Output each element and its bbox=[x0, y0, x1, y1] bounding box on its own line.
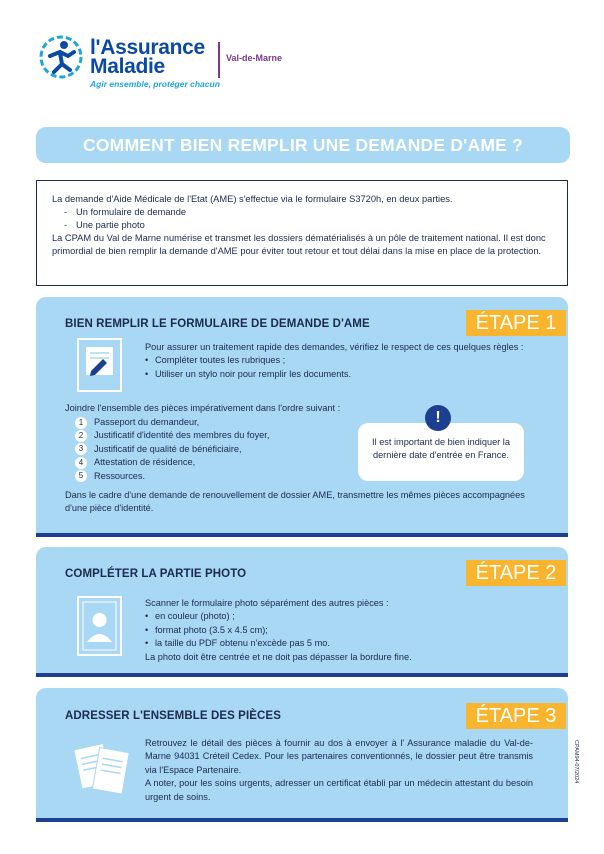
page-title: COMMENT BIEN REMPLIR UNE DEMANDE D'AME ? bbox=[83, 135, 523, 155]
assurance-maladie-logo-icon bbox=[38, 34, 84, 80]
step3-text bbox=[145, 737, 533, 804]
brand-name-line2: Maladie bbox=[90, 55, 165, 78]
intro-paragraph: La CPAM du Val de Marne numérise et transmet les dossiers dématérialisés à un pôle de traitement national. Il est donc primordial de bien remplir la demande d'AME pour éviter tout retour et tout délai dans la mise en place de la protection. bbox=[52, 233, 546, 256]
brand-name-line1: l'Assurance bbox=[90, 36, 205, 59]
intro-bullet: - Un formulaire de demande bbox=[64, 207, 187, 217]
step3-tag: ÉTAPE 3 bbox=[466, 703, 566, 729]
list-item: 5 Ressources. bbox=[75, 470, 355, 483]
list-item: 3 Justificatif de qualité de bénéficiaire, bbox=[75, 443, 355, 456]
brand-slogan: Agir ensemble, protéger chacun bbox=[90, 79, 220, 89]
list-item: 2 Justificatif d'identité des membres du foyer, bbox=[75, 429, 355, 442]
list-item: 4 Attestation de résidence, bbox=[75, 456, 355, 469]
notice-text: Il est important de bien indiquer la dernière date d'entrée en France. bbox=[372, 437, 510, 460]
exclamation-icon: ! bbox=[425, 405, 451, 431]
step1-join: Joindre l'ensemble des pièces impérativement dans l'ordre suivant : bbox=[65, 403, 341, 413]
document-reference-code: CPAM94-07/2024 bbox=[573, 740, 579, 784]
intro-bullet: - Une partie photo bbox=[64, 220, 145, 230]
documents-stack-icon bbox=[74, 738, 132, 800]
photo-requirement: • en couleur (photo) ; bbox=[145, 611, 235, 622]
step1-renewal: Dans le cadre d'une demande de renouvellement de dossier AME, transmettre les mêmes pièces accompagnées d'une pièce d'identité. bbox=[65, 490, 525, 514]
rule-item: • Utiliser un stylo noir pour remplir les documents. bbox=[145, 368, 352, 379]
step1-title: BIEN REMPLIR LE FORMULAIRE DE DEMANDE D'AME bbox=[65, 318, 370, 330]
photo-requirement: • format photo (3.5 x 4.5 cm); bbox=[145, 624, 268, 635]
photo-requirement: • la taille du PDF obtenu n'excède pas 5 mo. bbox=[145, 638, 330, 649]
pieces-list bbox=[75, 416, 355, 483]
step1-tag: ÉTAPE 1 bbox=[466, 310, 566, 336]
region-label: Val-de-Marne bbox=[226, 53, 283, 63]
header-divider bbox=[218, 42, 220, 78]
step1-rules: Pour assurer un traitement rapide des demandes, vérifiez le respect de ces quelques règles : • Compléter toutes les rubriques ; • Utiliser un stylo noir pour remplir les documents. bbox=[145, 341, 540, 381]
step2-text: Scanner le formulaire photo séparément des autres pièces : • en couleur (photo) ; • format photo (3.5 x 4.5 cm); • la taille du PDF obtenu n'excède pas 5 mo. La photo doit être centrée et ne doit pas dépasser la bordure fine. bbox=[145, 597, 545, 664]
form-document-icon bbox=[77, 338, 122, 392]
step2-title: COMPLÉTER LA PARTIE PHOTO bbox=[65, 568, 247, 580]
intro-text bbox=[52, 193, 558, 258]
step3-title: ADRESSER L'ENSEMBLE DES PIÈCES bbox=[65, 710, 281, 722]
list-item: 1 Passeport du demandeur, bbox=[75, 416, 355, 429]
step3-paragraph: Retrouvez le détail des pièces à fournir au dos à envoyer à l' Assurance maladie du Val-de-Marne 94031 Créteil Cedex. Pour les partenaires conventionnés, le dossier peut être transmis via l'Espace Partenaire. bbox=[145, 738, 533, 775]
photo-portrait-icon bbox=[77, 596, 122, 656]
step2-tag: ÉTAPE 2 bbox=[466, 560, 566, 586]
step3-urgent-note: A noter, pour les soins urgents, adresser un certificat établi par un médecin attestant du besoin urgent de soins. bbox=[145, 778, 533, 802]
rule-item: • Compléter toutes les rubriques ; bbox=[145, 355, 286, 366]
intro-line: La demande d'Aide Médicale de l'Etat (AME) s'effectue via le formulaire S3720h, en deux parties. bbox=[52, 194, 453, 204]
